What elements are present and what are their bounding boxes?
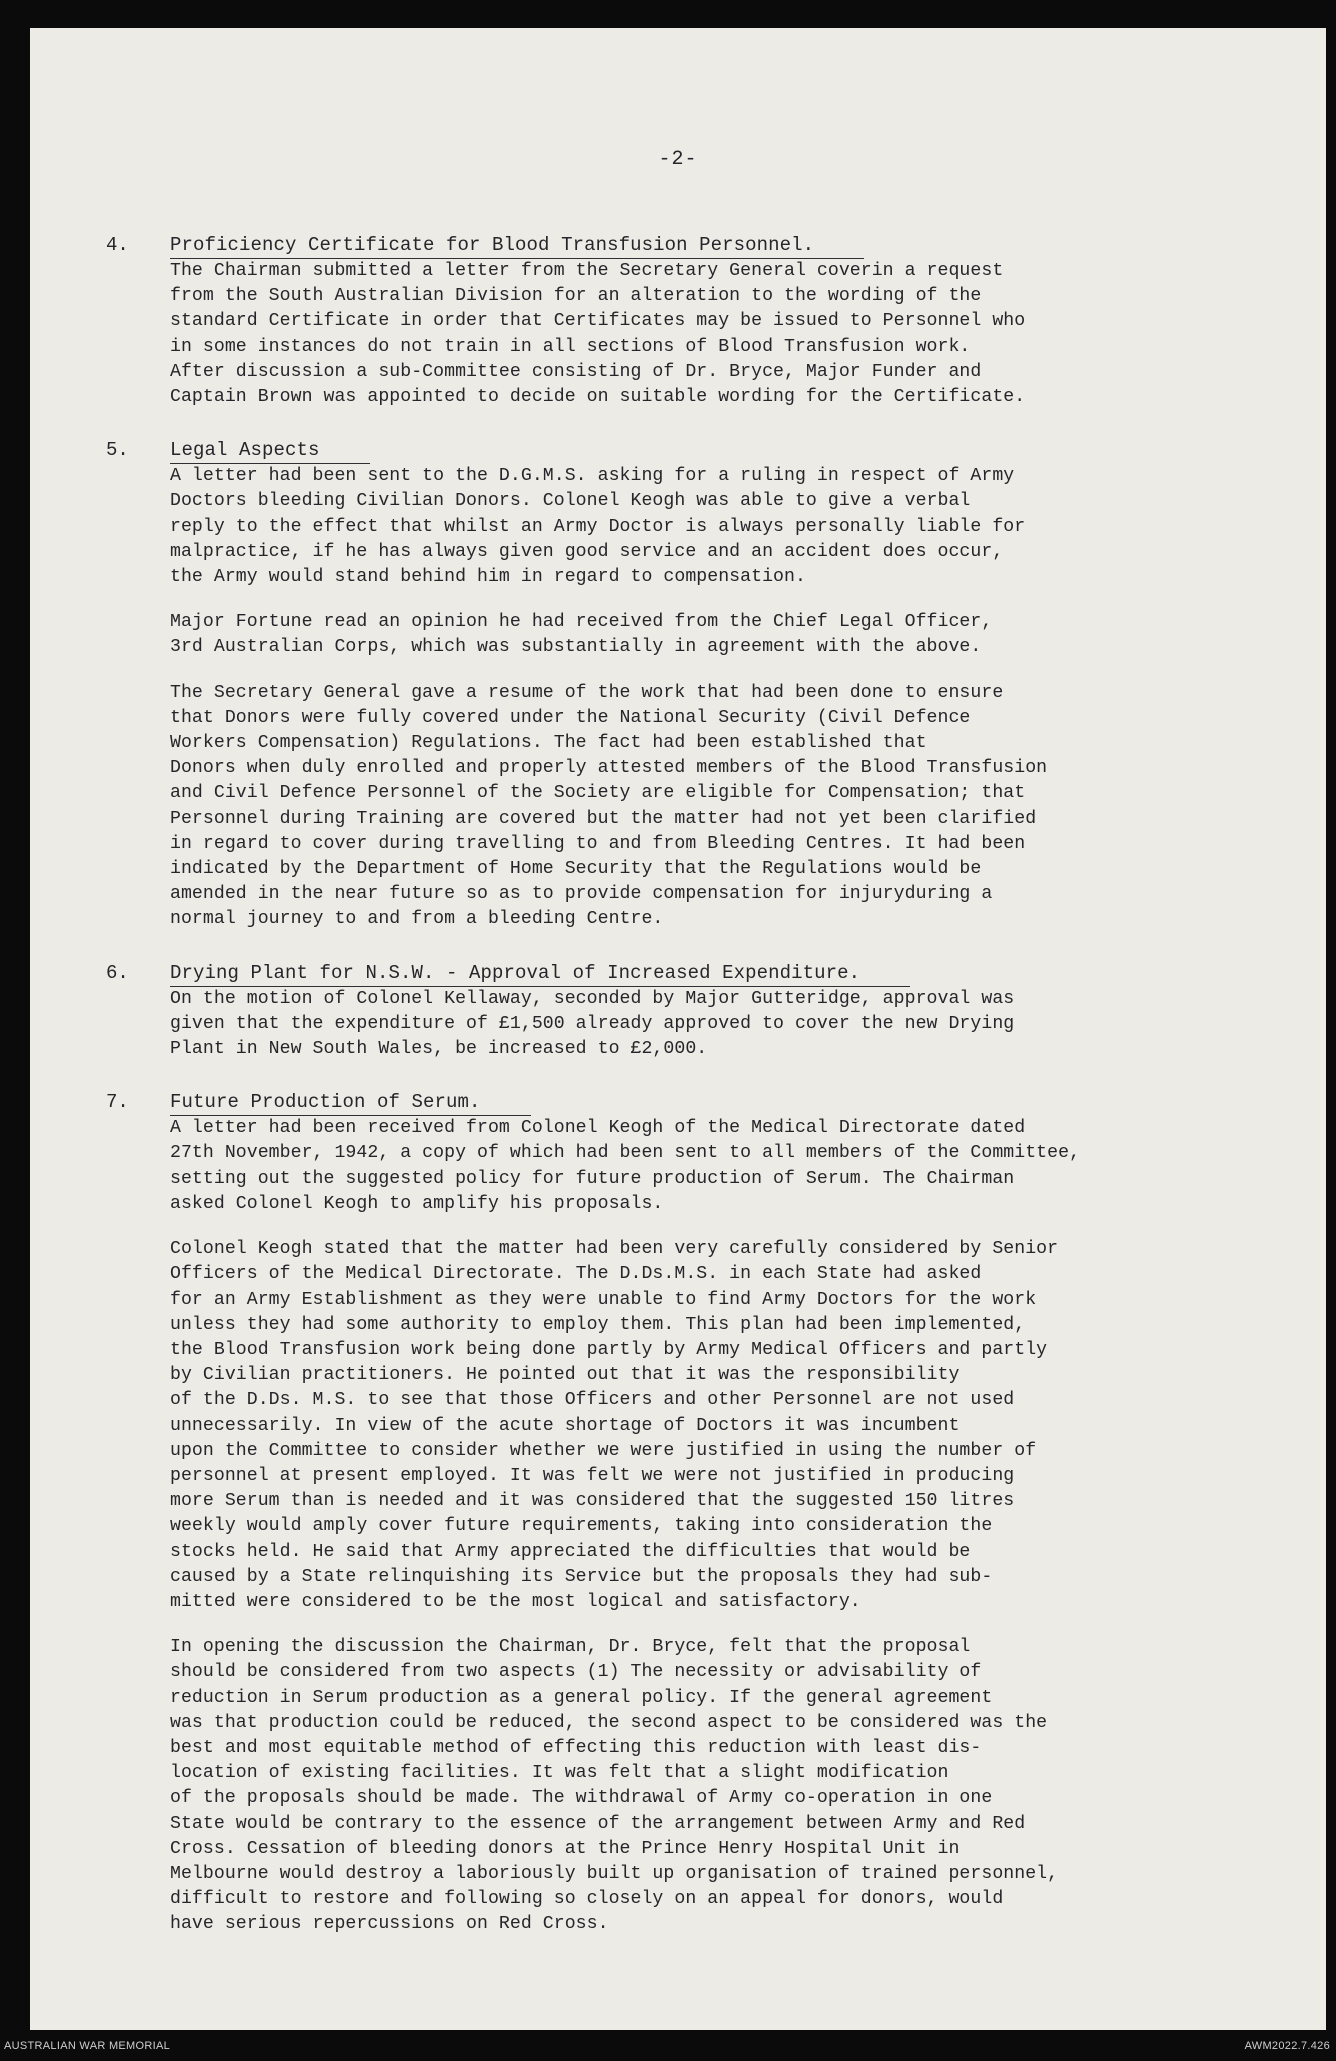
item-paragraph: The Secretary General gave a resume of the work that had been done to ensure that Donors were fully covered under the National Security (Civil Defence Workers Compensation) Regulations. The fact had been established that Donors when duly enrolled and properly attested members of the Blood Transfusion and Civil Defence Personnel of the Society are eligible for Compensation; that Personnel during Training are covered but the matter had not yet been clarified in regard to cover during travelling to and from Bleeding Centres. It had been indicated by the Department of Home Security that the Regulations would be amended in the near future so as to provide compensation for injuryduring a normal journey to and from a bleeding Centre. <box>170 682 1048 930</box>
minute-item <box>30 438 1256 932</box>
item-body <box>170 233 1256 410</box>
minutes-items <box>30 233 1256 1938</box>
item-paragraph: A letter had been sent to the D.G.M.S. asking for a ruling in respect of Army Doctors bleeding Civilian Donors. Colonel Keogh was able to give a verbal reply to the effect that whilst an Army Doctor is always personally liable for malpractice, if he has always given good service and an accident does occur, the Army would stand behind him in regard to compensation. <box>170 466 1026 588</box>
item-paragraph: A letter had been received from Colonel Keogh of the Medical Directorate dated 27th November, 1942, a copy of which had been sent to all members of the Committee, setting out the suggested policy for future production of Serum. The Chairman asked Colonel Keogh to amplify his proposals. <box>170 1118 1081 1214</box>
archive-reference: AWM2022.7.426 <box>1244 2040 1330 2052</box>
item-heading: Proficiency Certificate for Blood Transfusion Personnel. <box>170 233 864 259</box>
item-paragraph: On the motion of Colonel Kellaway, seconded by Major Gutteridge, approval was given that the expenditure of £1,500 already approved to cover the new Drying Plant in New South Wales, be increased to £2,000. <box>170 988 1015 1060</box>
item-paragraph: The Chairman submitted a letter from the Secretary General coverin a request from the South Australian Division for an alteration to the wording of the standard Certificate in order that Certificates may be issued to Personnel who in some instances do not train in all sections of Blood Transfusion work. After discussion a sub-Committee consisting of Dr. Bryce, Major Funder and Captain Brown was appointed to decide on suitable wording for the Certificate. <box>170 261 1026 408</box>
minute-item <box>30 1090 1256 1937</box>
item-body <box>170 961 1256 1063</box>
archive-footer <box>0 2030 1336 2061</box>
item-heading: Future Production of Serum. <box>170 1090 531 1116</box>
item-number: 4. <box>106 234 129 256</box>
item-body <box>170 1090 1256 1937</box>
item-heading: Drying Plant for N.S.W. - Approval of Increased Expenditure. <box>170 961 910 987</box>
item-paragraph: In opening the discussion the Chairman, Dr. Bryce, felt that the proposal should be considered from two aspects (1) The necessity or advisability of reduction in Serum production as a general policy. If the general agreement was that production could be reduced, the second aspect to be considered was the best and most equitable method of effecting this reduction with least dis- location of existing facilities. It was felt that a slight modification of the proposals should be made. The withdrawal of Army co-operation in one State would be contrary to the essence of the arrangement between Army and Red Cross. Cessation of bleeding donors at the Prince Henry Hospital Unit in Melbourne would destroy a laboriously built up organisation of trained personnel, difficult to restore and following so closely on an appeal for donors, would have serious repercussions on Red Cross. <box>170 1637 1059 1935</box>
document-page <box>30 28 1326 2030</box>
minute-item <box>30 961 1256 1063</box>
item-paragraph: Major Fortune read an opinion he had received from the Chief Legal Officer, 3rd Australian Corps, which was substantially in agreement with the above. <box>170 612 993 658</box>
item-number: 6. <box>106 961 129 984</box>
page-number: -2- <box>658 148 698 171</box>
item-number: 7. <box>106 1091 129 1114</box>
archive-credit: AUSTRALIAN WAR MEMORIAL <box>4 2040 171 2052</box>
item-body <box>170 438 1256 932</box>
item-number: 5. <box>106 439 129 462</box>
item-heading: Legal Aspects <box>170 438 370 464</box>
item-paragraph: Colonel Keogh stated that the matter had been very carefully considered by Senior Officers of the Medical Directorate. The D.Ds.M.S. in each State had asked for an Army Establishment as they were unable to find Army Doctors for the work unless they had some authority to employ them. This plan had been implemented, the Blood Transfusion work being done partly by Army Medical Officers and partly by Civilian practitioners. He pointed out that it was the responsibility of the D.Ds. M.S. to see that those Officers and other Personnel are not used unnecessarily. In view of the acute shortage of Doctors it was incumbent upon the Committee to consider whether we were justified in using the number of personnel at present employed. It was felt we were not justified in producing more Serum than is needed and it was considered that the suggested 150 litres weekly would amply cover future requirements, taking into consideration the stocks held. He said that Army appreciated the difficulties that would be caused by a State relinquishing its Service but the proposals they had sub- mitted were considered to be the most logical and satisfactory. <box>170 1239 1059 1612</box>
minute-item <box>30 233 1256 410</box>
